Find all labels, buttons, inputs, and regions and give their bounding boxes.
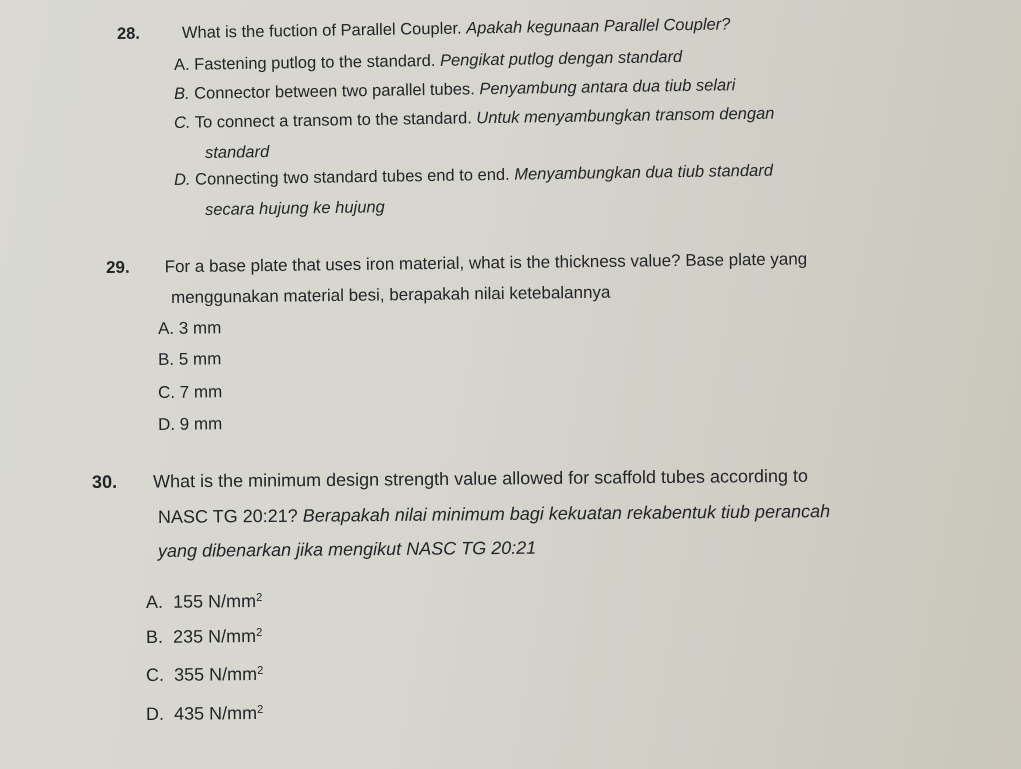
option-unit: N/mm — [208, 703, 258, 724]
option-b[interactable] — [158, 350, 221, 368]
option-label: C. — [173, 113, 191, 132]
option-text: Connector between two parallel tubes. — [194, 80, 475, 103]
option-label: A. — [157, 318, 175, 338]
option-d-continued: secara hujung ke hujung — [204, 198, 385, 219]
option-unit-exponent: 2 — [256, 591, 263, 604]
question-text-malay: Berapakah nilai minimum bagi kekuatan rekabentuk tiub perancah — [302, 501, 831, 526]
question-stem — [117, 16, 731, 42]
option-unit-exponent: 2 — [256, 664, 264, 677]
option-text-malay: Penyambung antara dua tiub selari — [479, 76, 736, 99]
option-label: B. — [145, 626, 164, 647]
option-label: D. — [173, 170, 191, 189]
option-d[interactable] — [158, 415, 222, 433]
question-number: 28. — [116, 24, 141, 43]
question-text: For a base plate that uses iron material, what is the thickness value? Base plate yang — [164, 249, 808, 277]
option-text-malay: Menyambungkan dua tiub standard — [514, 161, 774, 184]
option-b[interactable] — [146, 627, 262, 646]
option-c[interactable] — [146, 665, 263, 684]
option-a[interactable] — [158, 319, 221, 337]
option-text: 3 mm — [178, 318, 222, 338]
option-text: 7 mm — [179, 382, 223, 402]
option-c-continued: standard — [204, 142, 270, 162]
option-value: 155 — [172, 591, 204, 612]
question-text: NASC TG 20:21? — [157, 505, 298, 527]
option-d[interactable] — [174, 163, 773, 189]
option-text: 5 mm — [178, 349, 222, 369]
option-unit: N/mm — [208, 591, 257, 612]
option-label: D. — [157, 414, 176, 434]
option-value: 435 — [173, 703, 205, 724]
option-value: 235 — [172, 626, 204, 647]
question-stem-line-3: yang dibenarkan jika mengikut NASC TG 20:21 — [157, 537, 537, 561]
option-c[interactable] — [158, 383, 222, 401]
question-stem — [106, 250, 807, 276]
option-a[interactable] — [174, 49, 682, 73]
option-text-malay: Untuk menyambungkan transom dengan — [476, 104, 775, 128]
option-label: A. — [173, 55, 190, 74]
option-unit: N/mm — [208, 626, 257, 647]
question-number: 30. — [91, 471, 118, 492]
option-text-malay: Pengikat putlog dengan standard — [439, 48, 683, 70]
option-label: A. — [145, 591, 164, 612]
option-value: 355 — [173, 664, 205, 685]
option-text: To connect a transom to the standard. — [194, 109, 472, 132]
option-label: D. — [145, 703, 165, 724]
option-text: 9 mm — [179, 414, 223, 434]
option-unit-exponent: 2 — [256, 703, 264, 716]
option-label: C. — [157, 382, 176, 402]
option-unit: N/mm — [208, 664, 258, 685]
option-c[interactable] — [174, 106, 775, 132]
question-text: What is the minimum design strength value allowed for scaffold tubes according to — [152, 465, 809, 492]
question-text-malay: Apakah kegunaan Parallel Coupler? — [466, 15, 731, 38]
option-text: Connecting two standard tubes end to end. — [194, 165, 510, 189]
option-text: Fastening putlog to the standard. — [194, 51, 436, 74]
question-number: 29. — [105, 257, 130, 277]
option-label: B. — [157, 349, 175, 369]
option-d[interactable] — [146, 704, 263, 723]
option-label: B. — [173, 84, 190, 103]
question-stem-line-2 — [158, 502, 830, 526]
option-unit-exponent: 2 — [256, 626, 263, 639]
option-label: C. — [145, 664, 165, 685]
question-stem-continued: menggunakan material besi, berapakah nilai ketebalannya — [170, 282, 611, 307]
question-text: What is the fuction of Parallel Coupler. — [181, 19, 462, 42]
option-a[interactable] — [146, 592, 262, 611]
option-b[interactable] — [174, 77, 736, 102]
question-stem — [92, 467, 808, 491]
